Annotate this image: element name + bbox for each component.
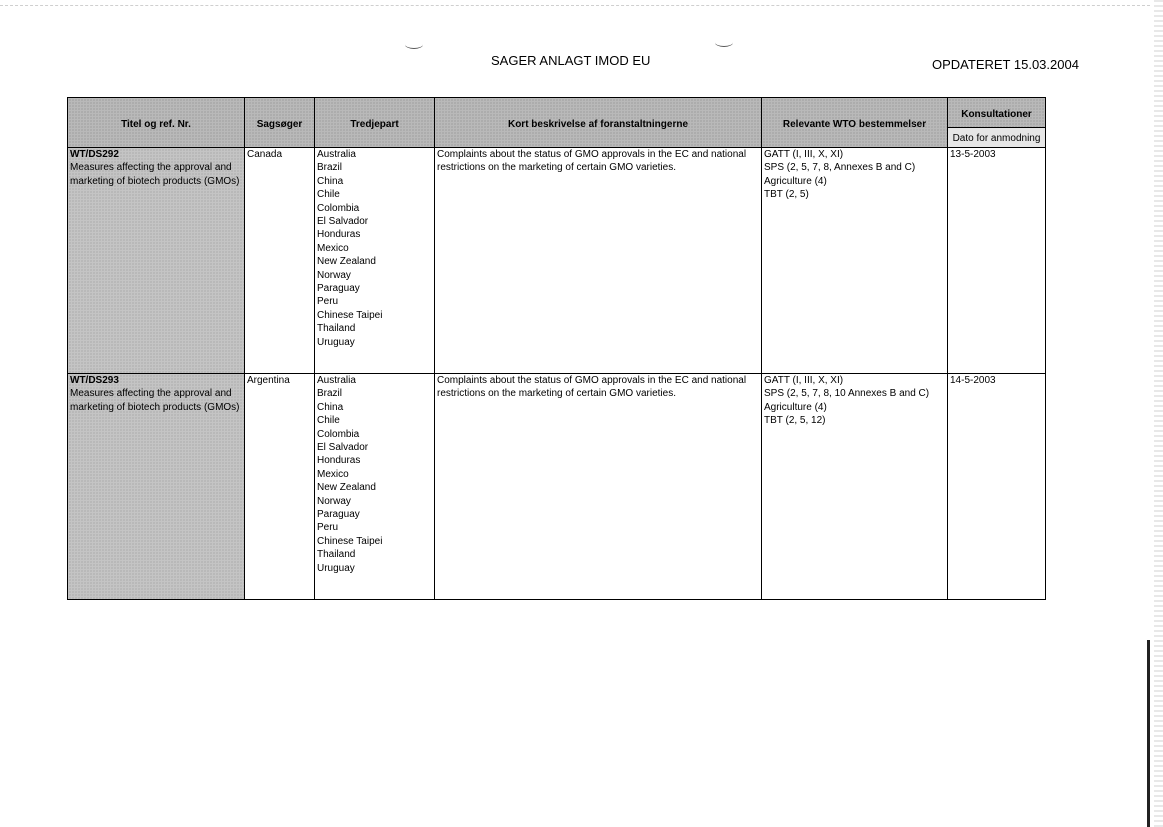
complainant-cell: Argentina bbox=[245, 374, 315, 600]
third-party-item: Thailand bbox=[317, 549, 356, 561]
wto-item: SPS (2, 5, 7, 8, 10 Annexes B and C) bbox=[764, 388, 930, 400]
third-party-item: Colombia bbox=[317, 202, 360, 214]
third-party-item: Australia bbox=[317, 149, 356, 160]
col-subheader-request-date: Dato for anmodning bbox=[948, 128, 1046, 148]
wto-item: TBT (2, 5) bbox=[764, 189, 809, 201]
col-header-description: Kort beskrivelse af foranstaltningerne bbox=[435, 98, 762, 148]
col-header-title: Titel og ref. Nr. bbox=[68, 98, 245, 148]
scan-mark-left bbox=[405, 40, 423, 49]
scan-mark-right bbox=[715, 38, 733, 47]
scan-edge-bar bbox=[1147, 640, 1150, 827]
col-header-consultations: Konsultationer bbox=[948, 98, 1046, 128]
col-header-third-party: Tredjepart bbox=[315, 98, 435, 148]
third-party-item: Honduras bbox=[317, 455, 361, 467]
third-party-item: Brazil bbox=[317, 162, 343, 174]
cases-table bbox=[67, 97, 1046, 600]
third-party-item: Brazil bbox=[317, 388, 343, 400]
case-title-cell bbox=[68, 148, 245, 374]
third-party-item: China bbox=[317, 175, 344, 187]
third-party-item: El Salvador bbox=[317, 216, 369, 228]
third-party-item: El Salvador bbox=[317, 442, 369, 454]
third-party-item: Peru bbox=[317, 296, 339, 308]
wto-item: TBT (2, 5, 12) bbox=[764, 415, 826, 427]
request-date-cell: 13-5-2003 bbox=[948, 148, 1046, 374]
third-party-item: Paraguay bbox=[317, 283, 360, 295]
third-party-item: Colombia bbox=[317, 428, 360, 440]
third-party-item: New Zealand bbox=[317, 256, 376, 268]
case-title: Measures affecting the approval and marketing of biotech products (GMOs) bbox=[70, 162, 240, 187]
scan-artifact-line bbox=[0, 5, 1150, 7]
wto-cell bbox=[762, 148, 948, 374]
col-header-wto: Relevante WTO bestemmelser bbox=[762, 98, 948, 148]
complainant-cell: Canada bbox=[245, 148, 315, 374]
third-party-item: New Zealand bbox=[317, 482, 376, 494]
request-date-cell: 14-5-2003 bbox=[948, 374, 1046, 600]
description-cell: Complaints about the status of GMO approvals in the EC and national restrictions on the marketing of certain GMO varieties. bbox=[435, 148, 762, 374]
case-title: Measures affecting the approval and marketing of biotech products (GMOs) bbox=[70, 388, 240, 413]
wto-item: Agriculture (4) bbox=[764, 175, 827, 187]
third-party-item: Thailand bbox=[317, 323, 356, 335]
third-party-item: Norway bbox=[317, 495, 351, 507]
wto-cell bbox=[762, 374, 948, 600]
description-cell: Complaints about the status of GMO approvals in the EC and national restrictions on the marketing of certain GMO varieties. bbox=[435, 374, 762, 600]
third-party-item: Australia bbox=[317, 375, 356, 386]
wto-item: SPS (2, 5, 7, 8, Annexes B and C) bbox=[764, 162, 916, 174]
case-title-cell bbox=[68, 374, 245, 600]
updated-date: OPDATERET 15.03.2004 bbox=[932, 57, 1079, 72]
third-party-item: Paraguay bbox=[317, 509, 360, 521]
third-party-item: Chile bbox=[317, 189, 340, 201]
third-party-item: Mexico bbox=[317, 242, 349, 254]
third-party-cell bbox=[315, 148, 435, 374]
third-party-item: Uruguay bbox=[317, 336, 355, 348]
case-ref: WT/DS293 bbox=[70, 375, 119, 386]
third-party-item: Mexico bbox=[317, 468, 349, 480]
wto-item: GATT (I, III, X, XI) bbox=[764, 149, 844, 160]
wto-item: Agriculture (4) bbox=[764, 401, 827, 413]
third-party-item: Chile bbox=[317, 415, 340, 427]
third-party-item: Chinese Taipei bbox=[317, 309, 383, 321]
third-party-item: Honduras bbox=[317, 229, 361, 241]
case-ref: WT/DS292 bbox=[70, 149, 119, 160]
page-title: SAGER ANLAGT IMOD EU bbox=[491, 53, 651, 68]
third-party-item: Norway bbox=[317, 269, 351, 281]
table-row bbox=[68, 148, 1046, 374]
table-row bbox=[68, 374, 1046, 600]
col-header-complainant: Sagsøger bbox=[245, 98, 315, 148]
third-party-cell bbox=[315, 374, 435, 600]
third-party-item: Uruguay bbox=[317, 562, 355, 574]
wto-item: GATT (I, III, X, XI) bbox=[764, 375, 844, 386]
scan-edge bbox=[1154, 0, 1163, 827]
third-party-item: Chinese Taipei bbox=[317, 535, 383, 547]
third-party-item: China bbox=[317, 401, 344, 413]
third-party-item: Peru bbox=[317, 522, 339, 534]
